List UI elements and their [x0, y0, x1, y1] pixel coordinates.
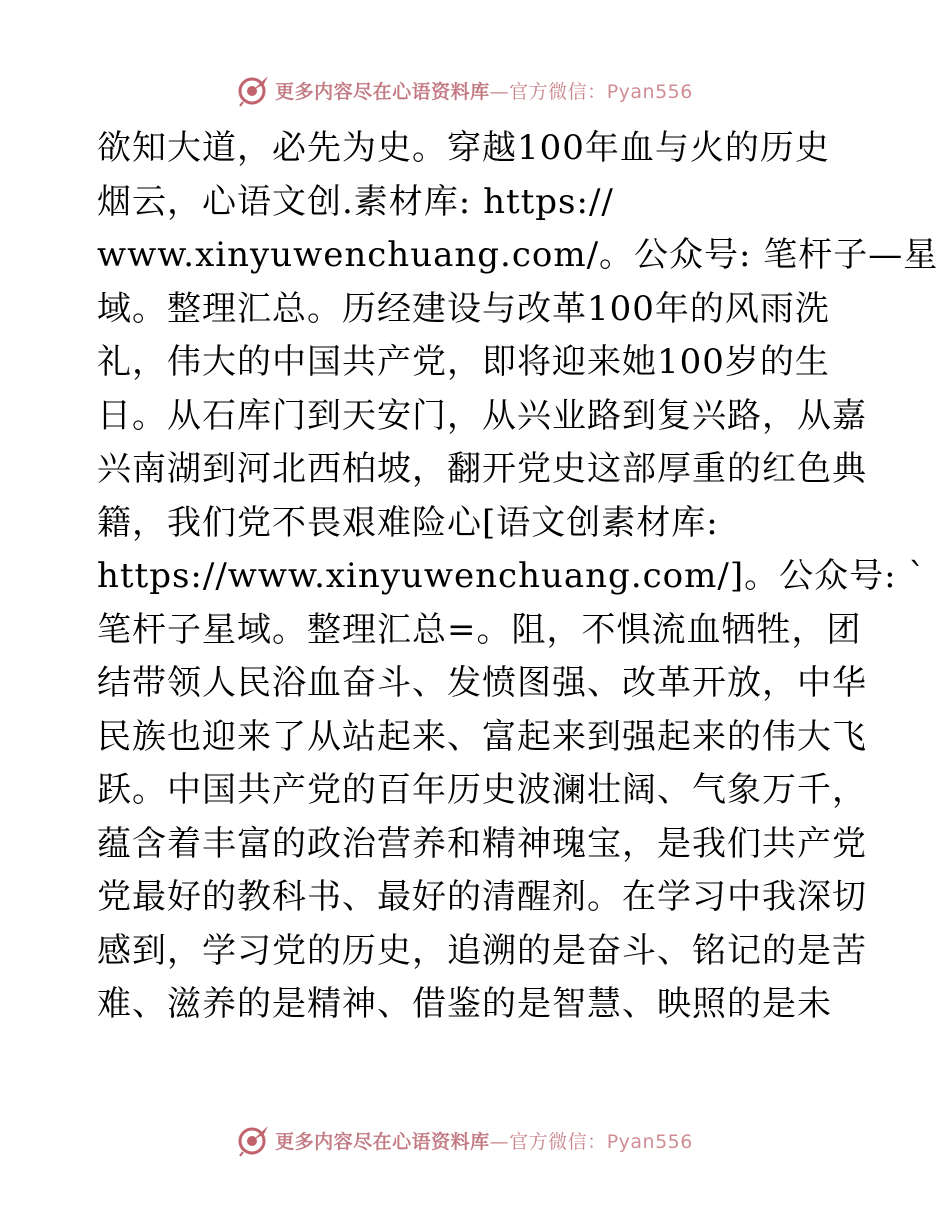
header-dash: —官方微信：: [489, 80, 607, 103]
body-line: 笔杆子星域。整理汇总=。阻，不惧流血牺牲，团: [97, 609, 862, 650]
body-line: 兴南湖到河北西柏坡，翻开党史这部厚重的红色典: [97, 449, 867, 489]
body-line: 难、滋养的是精神、借鉴的是智慧、映照的是未: [97, 984, 832, 1024]
footer-banner: [0, 1120, 950, 1160]
body-line: 党最好的教科书、最好的清醒剂。在学习中我深切: [97, 877, 867, 917]
body-line: 烟云，心语文创.素材库: https://: [97, 181, 614, 222]
body-line: 礼，伟大的中国共产党，即将迎来她100岁的生: [97, 342, 830, 382]
header-banner-inner: [237, 73, 693, 107]
body-line: 欲知大道，必先为史。穿越100年血与火的历史: [97, 128, 830, 168]
body-line: https://www.xinyuwenchuang.com/]。公众号: `: [97, 556, 927, 596]
footer-wechat-id: Pyan556: [606, 1130, 693, 1153]
body-line: 结带领人民浴血奋斗、发愤图强、改革开放，中华: [97, 663, 867, 703]
quill-logo-icon: [237, 1123, 271, 1157]
body-line: 域。整理汇总。历经建设与改革100年的风雨洗: [97, 288, 830, 329]
footer-text: [275, 1127, 693, 1154]
header-text: [275, 77, 693, 104]
footer-banner-inner: [237, 1123, 693, 1157]
header-wechat-id: Pyan556: [606, 80, 693, 103]
header-title: 更多内容尽在心语资料库: [275, 80, 490, 103]
body-line: 蕴含着丰富的政治营养和精神瑰宝，是我们共产党: [97, 823, 867, 864]
footer-title: 更多内容尽在心语资料库: [275, 1130, 490, 1153]
quill-logo-icon: [237, 73, 271, 107]
header-banner: [0, 70, 950, 110]
body-line: 日。从石库门到天安门，从兴业路到复兴路，从嘉: [97, 395, 867, 436]
footer-dash: —官方微信：: [489, 1130, 607, 1153]
body-line: www.xinyuwenchuang.com/。公众号: 笔杆子—星: [97, 235, 939, 275]
body-line: 跃。中国共产党的百年历史波澜壮阔、气象万千，: [97, 770, 867, 810]
body-line: 感到，学习党的历史，追溯的是奋斗、铭记的是苦: [97, 930, 867, 971]
body-line: 籍，我们党不畏艰难险心[语文创素材库:: [97, 502, 719, 543]
body-line: 民族也迎来了从站起来、富起来到强起来的伟大飞: [97, 716, 867, 757]
document-body: [97, 122, 939, 1032]
